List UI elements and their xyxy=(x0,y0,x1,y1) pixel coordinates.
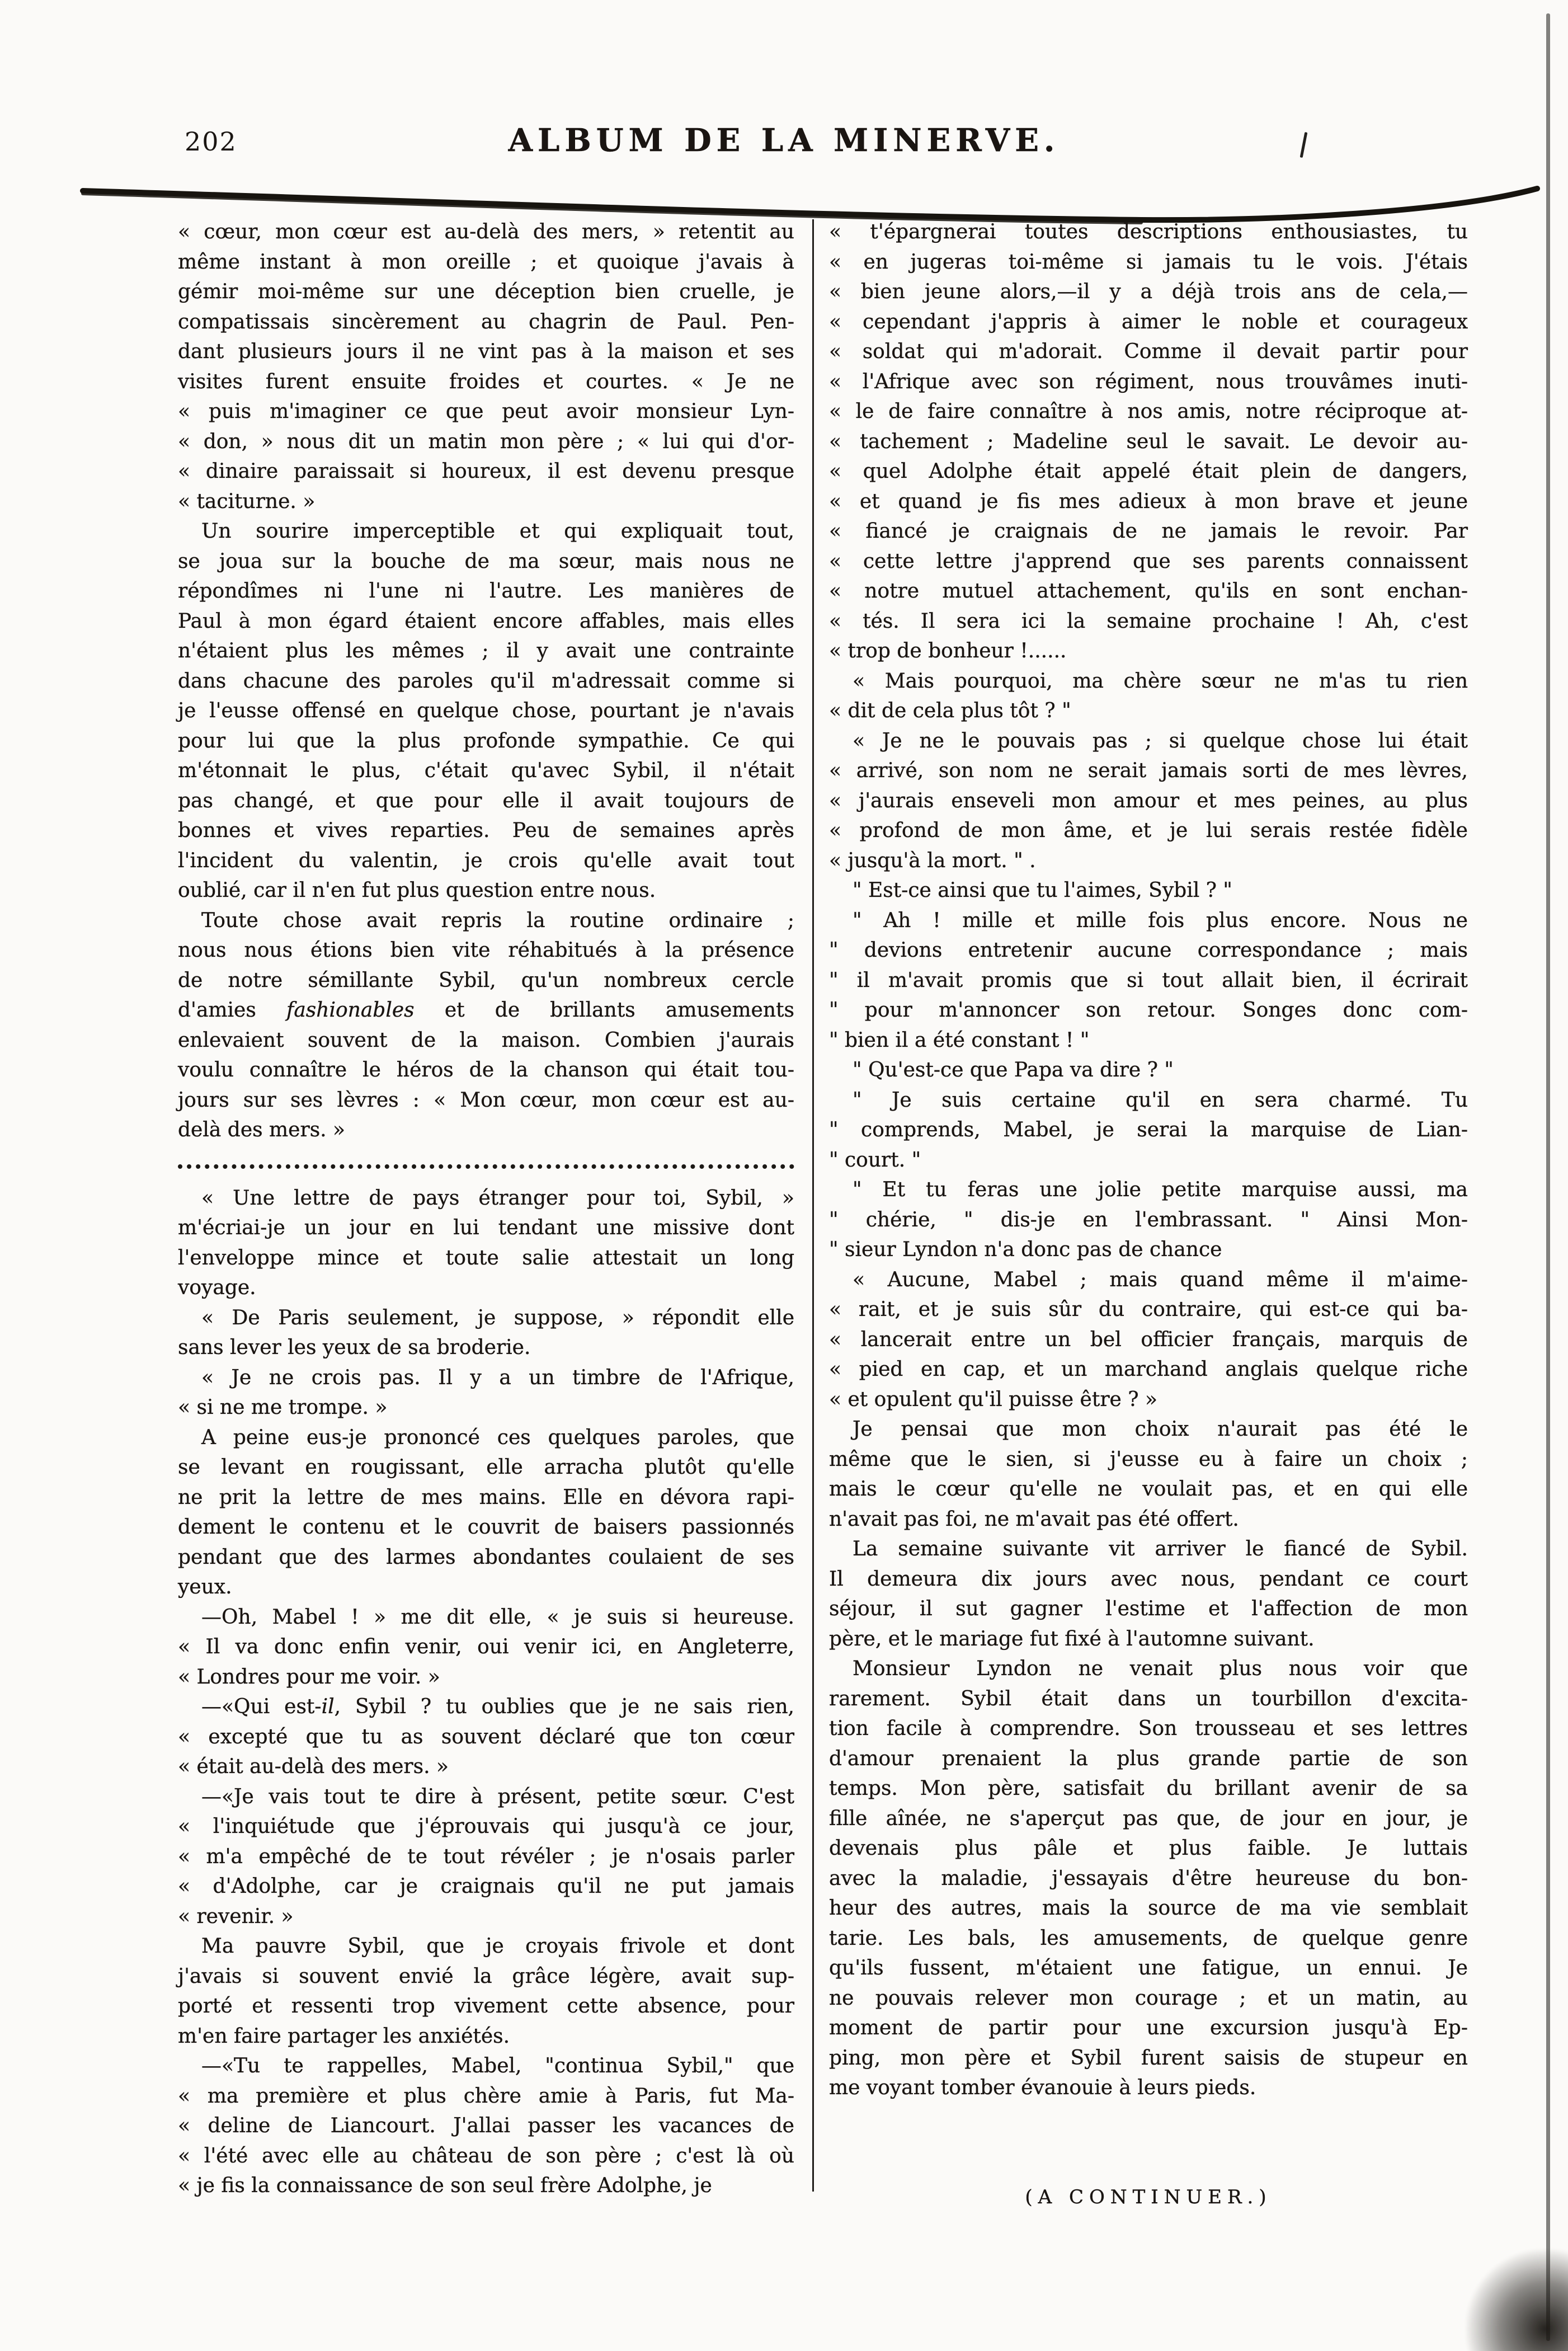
text-line: gémir moi-même sur une déception bien cruelle, je xyxy=(178,280,794,303)
text-line: « cependant j'appris à aimer le noble et courageux xyxy=(829,310,1468,333)
text-line: pour lui que la plus profonde sympathie. Ce qui xyxy=(178,729,794,753)
text-line: dement le contenu et le couvrit de baisers passionnés xyxy=(178,1516,794,1539)
text-line: d'amour prenaient la plus grande partie de son xyxy=(829,1747,1468,1770)
text-line: —«Tu te rappelles, Mabel, "continua Sybil," que xyxy=(201,2054,794,2077)
text-line: —Oh, Mabel ! » me dit elle, « je suis si heureuse. xyxy=(201,1605,794,1629)
text-line: « l'inquiétude que j'éprouvais qui jusqu'à ce jour, xyxy=(178,1815,794,1838)
text-line: " court. " xyxy=(829,1148,921,1172)
text-line: même que le sien, si j'eusse eu à faire un choix ; xyxy=(829,1447,1468,1471)
text-line: « tés. Il sera ici la semaine prochaine ! Ah, c'est xyxy=(829,609,1468,633)
text-line: Il demeura dix jours avec nous, pendant ce court xyxy=(829,1567,1468,1591)
text-line: —«Qui est-il, Sybil ? tu oublies que je ne sais rien, xyxy=(201,1695,795,1718)
text-line: Toute chose avait repris la routine ordinaire ; xyxy=(201,909,794,932)
text-line: visites furent ensuite froides et courtes. « Je ne xyxy=(178,370,794,393)
text-line: avec la maladie, j'essayais d'être heureuse du bon- xyxy=(829,1866,1468,1890)
text-line: séjour, il sut gagner l'estime et l'affection de mon xyxy=(829,1597,1468,1620)
text-line: " comprends, Mabel, je serai la marquise de Lian- xyxy=(829,1118,1468,1141)
text-line: de notre sémillante Sybil, qu'un nombreux cercle xyxy=(178,968,794,992)
text-line: voulu connaître le héros de la chanson qui était tou- xyxy=(178,1059,794,1082)
text-line: delà des mers. » xyxy=(178,1118,346,1141)
text-line: « fiancé je craignais de ne jamais le revoir. Par xyxy=(829,520,1468,543)
text-line: Un sourire imperceptible et qui expliquait tout, xyxy=(201,520,794,543)
text-line: se levant en rougissant, elle arracha plutôt qu'elle xyxy=(178,1456,794,1479)
text-line: " Qu'est-ce que Papa va dire ? " xyxy=(853,1059,1174,1082)
text-line: « De Paris seulement, je suppose, » répondit elle xyxy=(201,1306,794,1329)
text-line: « m'a empêché de te tout révéler ; je n'osais parler xyxy=(178,1845,794,1868)
text-line: " Est-ce ainsi que tu l'aimes, Sybil ? " xyxy=(853,879,1232,902)
text-line: l'enveloppe mince et toute salie attestait un long xyxy=(178,1246,794,1269)
text-line: « taciturne. » xyxy=(178,490,316,513)
text-line: d'amies fashionables et de brillants amusements xyxy=(178,999,794,1022)
text-line: « Il va donc enfin venir, oui venir ici, en Angleterre, xyxy=(178,1635,794,1658)
text-line: moment de partir pour une excursion jusqu'à Ep- xyxy=(829,2016,1468,2039)
text-line: ping, mon père et Sybil furent saisis de stupeur en xyxy=(829,2046,1468,2070)
text-line: porté et ressenti trop vivement cette absence, pour xyxy=(178,1995,794,2018)
text-line: « don, » nous dit un matin mon père ; « lui qui d'or- xyxy=(178,430,794,453)
text-line: " Je suis certaine qu'il en sera charmé. Tu xyxy=(853,1088,1468,1112)
text-line: « lancerait entre un bel officier français, marquis de xyxy=(829,1328,1468,1351)
text-line: « dinaire paraissait si houreux, il est devenu presque xyxy=(178,460,794,483)
text-line: " pour m'annoncer son retour. Songes donc com- xyxy=(829,999,1468,1022)
text-line: « ma première et plus chère amie à Paris, fut Ma- xyxy=(178,2084,794,2108)
text-line: " sieur Lyndon n'a donc pas de chance xyxy=(829,1238,1222,1261)
text-line: Paul à mon égard étaient encore affables, mais elles xyxy=(178,609,794,633)
text-line: voyage. xyxy=(178,1276,256,1299)
text-line: " chérie, " dis-je en l'embrassant. " Ainsi Mon- xyxy=(829,1208,1468,1231)
text-line: « t'épargnerai toutes descriptions enthousiastes, tu xyxy=(829,220,1468,243)
text-line: « j'aurais enseveli mon amour et mes peines, au plus xyxy=(829,789,1468,812)
journal-title: ALBUM DE LA MINERVE. xyxy=(508,122,1060,159)
text-line: « d'Adolphe, car je craignais qu'il ne put jamais xyxy=(178,1875,794,1898)
text-line: « soldat qui m'adorait. Comme il devait partir pour xyxy=(829,340,1468,363)
text-line: devenais plus pâle et plus faible. Je luttais xyxy=(829,1837,1468,1860)
text-line: « rait, et je suis sûr du contraire, qui est-ce qui ba- xyxy=(829,1298,1468,1321)
text-line: m'en faire partager les anxiétés. xyxy=(178,2024,510,2048)
text-line: tarie. Les bals, les amusements, de quelque genre xyxy=(829,1926,1468,1950)
text-line: bonnes et vives reparties. Peu de semaines après xyxy=(178,819,794,842)
text-line: « tachement ; Madeline seul le savait. Le devoir au- xyxy=(829,430,1468,453)
text-line: « cette lettre j'apprend que ses parents connaissent xyxy=(829,549,1468,573)
text-line: m'étonnait le plus, c'était qu'avec Sybil, il n'était xyxy=(178,759,794,782)
scan-edge-shadow xyxy=(1546,13,1550,2341)
text-line: « pied en cap, et un marchand anglais quelque riche xyxy=(829,1358,1468,1381)
text-line: ne pouvais relever mon courage ; et un matin, au xyxy=(829,1986,1468,2010)
text-line: m'écriai-je un jour en lui tendant une missive dont xyxy=(178,1216,794,1239)
dotted-separator xyxy=(178,1164,794,1169)
page-number: 202 xyxy=(185,126,237,157)
text-line: j'avais si souvent envié la grâce légère, avait sup- xyxy=(178,1964,794,1988)
text-line: « arrivé, son nom ne serait jamais sorti de mes lèvres, xyxy=(829,759,1468,782)
text-line: enlevaient souvent de la maison. Combien j'aurais xyxy=(178,1028,794,1052)
scan-corner-stain xyxy=(1466,2249,1568,2351)
text-line: l'incident du valentin, je crois qu'elle avait tout xyxy=(178,849,794,872)
text-line: mais le cœur qu'elle ne voulait pas, et en qui elle xyxy=(829,1478,1468,1501)
text-line: « cœur, mon cœur est au-delà des mers, » retentit au xyxy=(178,220,794,243)
text-line: « je fis la connaissance de son seul frère Adolphe, je xyxy=(178,2174,712,2197)
text-line: dant plusieurs jours il ne vint pas à la maison et ses xyxy=(178,340,794,363)
text-line: « quel Adolphe était appelé était plein de dangers, xyxy=(829,460,1468,483)
text-line: « Londres pour me voir. » xyxy=(178,1665,440,1689)
text-line: " Ah ! mille et mille fois plus encore. Nous ne xyxy=(853,909,1468,932)
text-line: « si ne me trompe. » xyxy=(178,1396,388,1419)
text-line: « l'été avec elle au château de son père ; c'est là où xyxy=(178,2144,794,2167)
text-line: Ma pauvre Sybil, que je croyais frivole et dont xyxy=(201,1935,794,1958)
text-line: " Et tu feras une jolie petite marquise aussi, ma xyxy=(853,1178,1468,1201)
text-line: pendant que des larmes abondantes coulaient de ses xyxy=(178,1545,794,1569)
text-line: « l'Afrique avec son régiment, nous trouvâmes inuti- xyxy=(829,370,1468,393)
text-line: " bien il a été constant ! " xyxy=(829,1028,1090,1052)
text-line: « profond de mon âme, et je lui serais restée fidèle xyxy=(829,819,1468,842)
text-line: « deline de Liancourt. J'allai passer les vacances de xyxy=(178,2114,794,2137)
text-line: « excepté que tu as souvent déclaré que ton cœur xyxy=(178,1725,794,1748)
text-line: pas changé, et que pour elle il avait toujours de xyxy=(178,789,794,812)
text-line: « bien jeune alors,—il y a déjà trois ans de cela,— xyxy=(829,280,1468,303)
text-line: La semaine suivante vit arriver le fiancé de Sybil. xyxy=(853,1537,1468,1560)
text-line: qu'ils fussent, m'étaient une fatigue, un ennui. Je xyxy=(829,1957,1468,1979)
text-line: « puis m'imaginer ce que peut avoir monsieur Lyn- xyxy=(178,400,794,423)
text-line: « jusqu'à la mort. " . xyxy=(829,849,1036,872)
right-column-lines xyxy=(829,217,1468,2103)
text-line: temps. Mon père, satisfait du brillant avenir de sa xyxy=(829,1777,1468,1800)
text-line: répondîmes ni l'une ni l'autre. Les manières de xyxy=(178,580,794,603)
text-line: rarement. Sybil était dans un tourbillon d'excita- xyxy=(829,1687,1468,1710)
text-line: A peine eus-je prononcé ces quelques paroles, que xyxy=(201,1426,794,1449)
text-line: même instant à mon oreille ; et quoique j'avais à xyxy=(178,250,794,274)
text-line: dans chacune des paroles qu'il m'adressait comme si xyxy=(178,669,794,693)
text-line: ne prit la lettre de mes mains. Elle en dévora rapi- xyxy=(178,1485,794,1509)
text-line: Je pensai que mon choix n'aurait pas été le xyxy=(853,1418,1468,1441)
text-line: —«Je vais tout te dire à présent, petite sœur. C'est xyxy=(201,1785,794,1808)
text-line: sans lever les yeux de sa broderie. xyxy=(178,1336,531,1359)
text-line: compatissais sincèrement au chagrin de Paul. Pen- xyxy=(178,310,794,333)
continuation-notice: (A CONTINUER.) xyxy=(1025,2185,1272,2208)
text-line: « Je ne le pouvais pas ; si quelque chose lui était xyxy=(853,729,1468,753)
text-line: « Mais pourquoi, ma chère sœur ne m'as tu rien xyxy=(853,669,1468,693)
text-line: tion facile à comprendre. Son trousseau et ses lettres xyxy=(829,1717,1468,1740)
text-line: n'étaient plus les mêmes ; il y avait une contrainte xyxy=(178,640,794,662)
text-line: « et quand je fis mes adieux à mon brave et jeune xyxy=(829,490,1468,513)
text-line: n'avait pas foi, ne m'avait pas été offert. xyxy=(829,1507,1239,1531)
text-line: me voyant tomber évanouie à leurs pieds. xyxy=(829,2076,1256,2099)
right-column xyxy=(829,217,1468,2208)
text-line: Monsieur Lyndon ne venait plus nous voir que xyxy=(853,1657,1468,1680)
text-line: père, et le mariage fut fixé à l'automne suivant. xyxy=(829,1627,1315,1651)
text-line: « était au-delà des mers. » xyxy=(178,1755,449,1778)
left-column xyxy=(178,217,794,2201)
text-line: " il m'avait promis que si tout allait bien, il écrirait xyxy=(829,968,1468,992)
text-line: « en jugeras toi-même si jamais tu le vois. J'étais xyxy=(829,250,1468,274)
text-line: « trop de bonheur !...... xyxy=(829,640,1067,662)
text-line: « Je ne crois pas. Il y a un timbre de l'Afrique, xyxy=(201,1366,794,1389)
column-divider xyxy=(812,219,814,2192)
text-line: « Aucune, Mabel ; mais quand même il m'aime- xyxy=(853,1268,1468,1291)
text-line: jours sur ses lèvres : « Mon cœur, mon cœur est au- xyxy=(178,1088,794,1112)
text-line: « et opulent qu'il puisse être ? » xyxy=(829,1388,1158,1411)
text-line: « dit de cela plus tôt ? " xyxy=(829,699,1071,722)
text-line: fille aînée, ne s'aperçut pas que, de jour en jour, je xyxy=(829,1807,1468,1830)
text-line: « Une lettre de pays étranger pour toi, Sybil, » xyxy=(201,1186,794,1210)
text-line: « notre mutuel attachement, qu'ils en sont enchan- xyxy=(829,580,1468,603)
text-line: se joua sur la bouche de ma sœur, mais nous ne xyxy=(178,549,794,573)
text-line: « revenir. » xyxy=(178,1905,294,1928)
text-line: " devions entretenir aucune correspondance ; mais xyxy=(829,939,1468,962)
text-line: heur des autres, mais la source de ma vie semblait xyxy=(829,1897,1468,1920)
text-line: yeux. xyxy=(178,1576,232,1598)
text-line: oublié, car il n'en fut plus question entre nous. xyxy=(178,879,656,902)
text-line: « le de faire connaître à nos amis, notre réciproque at- xyxy=(829,400,1468,423)
text-line: nous nous étions bien vite réhabitués à la présence xyxy=(178,939,794,962)
text-line: je l'eusse offensé en quelque chose, pourtant je n'avais xyxy=(178,699,794,722)
